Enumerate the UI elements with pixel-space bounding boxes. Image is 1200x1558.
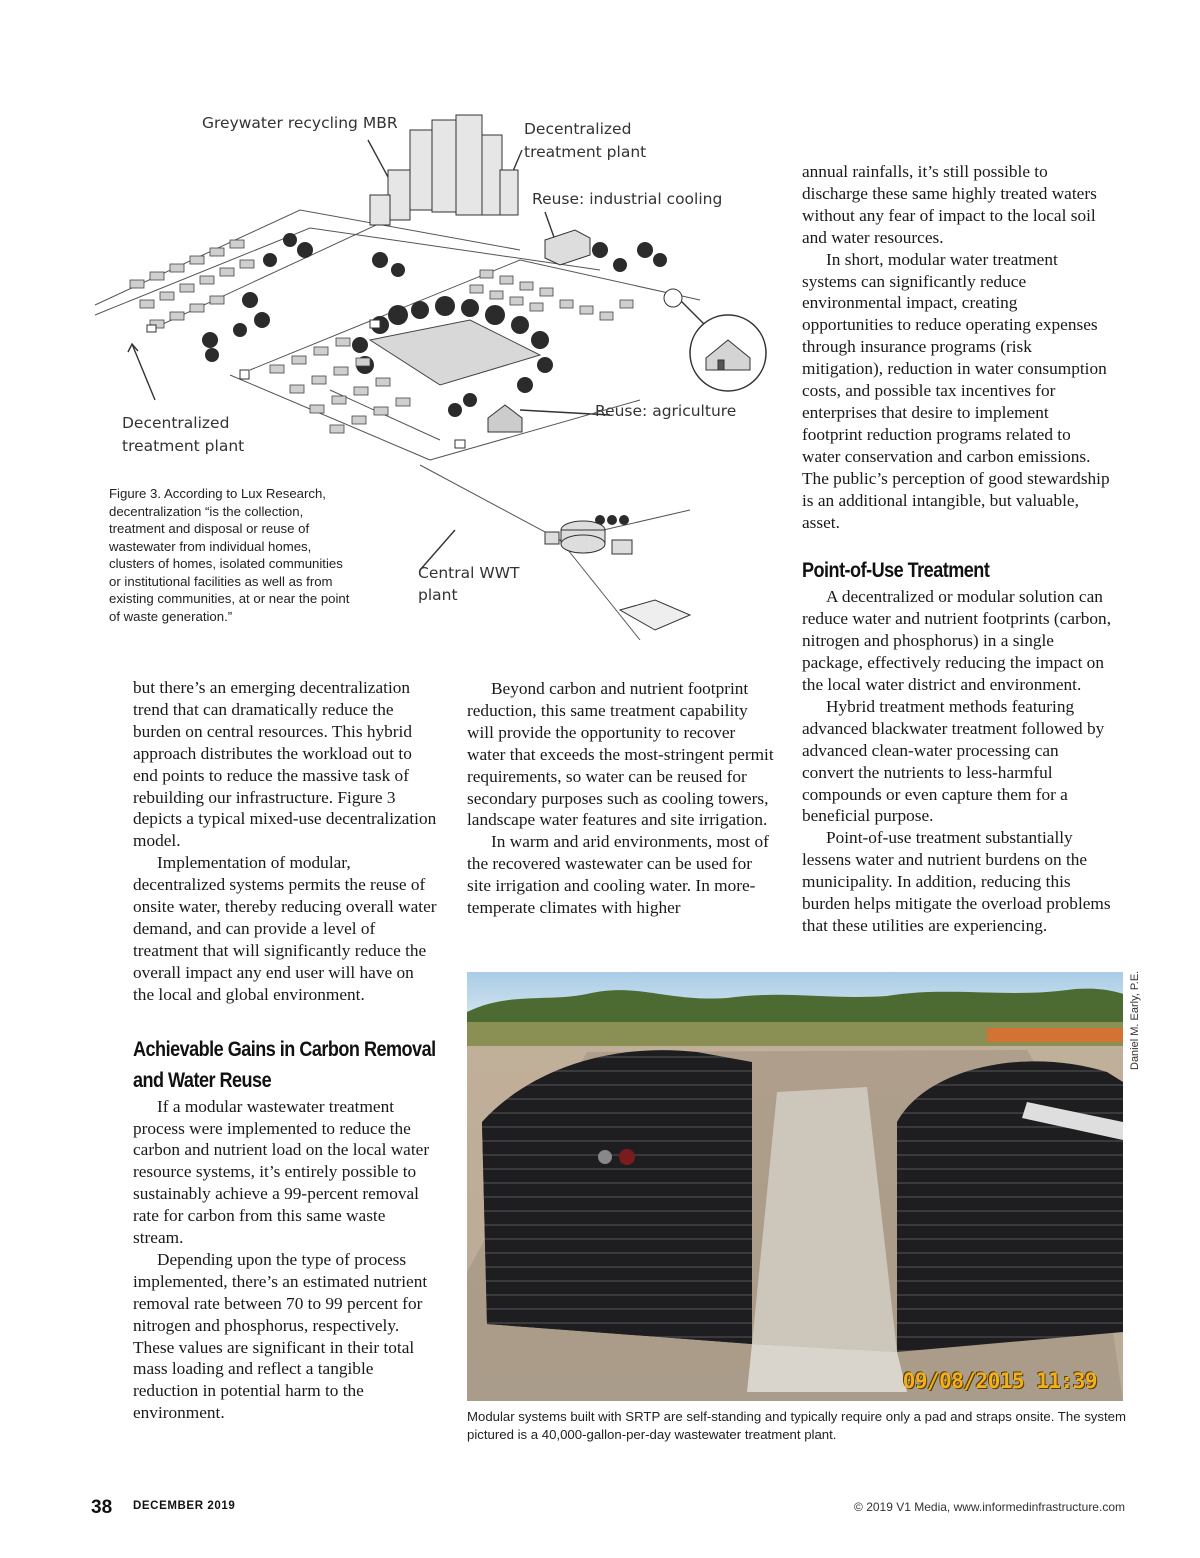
copyright: © 2019 V1 Media, www.informedinfrastructure.com [854,1500,1125,1514]
column-2 [467,678,777,919]
col1-paragraph-3: If a modular wastewater treatment process were implemented to reduce the carbon and nutrient load on the local water resource systems, it’s entirely possible to sustainably achieve a 99-percent removal rate for carbon from this same waste stream. [133,1096,430,1248]
photo-credit: Daniel M. Early, P.E. [1129,970,1141,1070]
issue-date: DECEMBER 2019 [133,1500,236,1512]
label-decentralized-top-2: treatment plant [524,143,647,161]
col3-paragraph-1: annual rainfalls, it’s still possible to discharge these same highly treated waters without any fear of impact to the local soil and water resources. [802,162,1097,247]
label-decentralized-left-2: treatment plant [122,437,245,455]
label-agriculture: Reuse: agriculture [595,402,737,420]
label-greywater: Greywater recycling MBR [202,114,398,132]
photo-timestamp: 09/08/2015 11:39 [902,1369,1097,1393]
column-1 [133,677,439,1424]
srtp-system-photo [467,972,1123,1401]
label-central-wwt-1: Central WWT [418,564,520,582]
central-wwt-plant [545,521,690,630]
heading-point-of-use: Point-of-Use Treatment [802,559,990,583]
heading-achievable-gains-2: and Water Reuse [133,1068,272,1092]
col1-paragraph-4: Depending upon the type of process implemented, there’s an estimated nutrient removal rate between 70 to 99 percent for nitrogen and phosphorus, respectively. These values are significant in their total mass loading and reflect a tangible reduction in potential harm to the environment. [133,1249,428,1423]
heading-achievable-gains-1: Achievable Gains in Carbon Removal [133,1037,436,1061]
house-inset [664,289,766,391]
page-number: 38 [91,1497,113,1518]
photo-caption: Modular systems built with SRTP are self-standing and typically require only a pad and straps onsite. The system pictured is a 40,000-gallon-per-day wastewater treatment plant. [467,1409,1126,1442]
barn [488,405,522,432]
column-3 [802,161,1112,937]
col3-paragraph-2: In short, modular water treatment systems can significantly reduce environmental impact, creating opportunities to reduce operating expenses through insurance programs (risk mitigation), reduction in water consumption costs, and possible tax incentives for enterprises that desire to implement footprint reduction programs related to water conservation and carbon emissions. The public’s perception of good stewardship is an additional intangible, but valuable, asset. [802,249,1110,532]
label-industrial-cooling: Reuse: industrial cooling [532,190,723,208]
col3-paragraph-5: Point-of-use treatment substantially lessens water and nutrient burdens on the municipality. In addition, reducing this burden helps mitigate the overload problems that these utilities are experiencing. [802,828,1111,935]
col3-paragraph-4: Hybrid treatment methods featuring advanced blackwater treatment followed by advanced clean-water processing can convert the nutrients to less-harmful compounds or even capture them for a beneficial purpose. [802,696,1105,826]
col1-paragraph-2: Implementation of modular, decentralized systems permits the reuse of onsite water, thereby reducing overall water demand, and can provide a level of treatment that will significantly reduce the overall impact any end user will have on the local and global environment. [133,853,437,1004]
figure3-caption: Figure 3. According to Lux Research, decentralization “is the collection, treatment and disposal or reuse of wastewater from individual homes, clusters of homes, isolated communities or institutional facilities as well as from existing communities, at or near the point of waste generation.” [109,486,350,624]
col2-paragraph-1: Beyond carbon and nutrient footprint reduction, this same treatment capability will provide the opportunity to recover water that exceeds the most-stringent permit requirements, so water can be reused for secondary purposes such as cooling towers, landscape water features and site irrigation. [467,679,774,830]
label-decentralized-top-1: Decentralized [524,120,632,138]
label-central-wwt-2: plant [418,586,458,604]
col3-paragraph-3: A decentralized or modular solution can reduce water and nutrient footprints (carbon, nitrogen and phosphorus) in a single package, effectively reducing the impact on the local water district and environment. [802,587,1112,695]
industrial-box [545,230,590,265]
col2-paragraph-2: In warm and arid environments, most of the recovered wastewater can be used for site irrigation and cooling water. In more-temperate climates with higher [467,832,769,918]
label-decentralized-left-1: Decentralized [122,414,230,432]
col1-paragraph-1: but there’s an emerging decentralization trend that can dramatically reduce the burden on central resources. This hybrid approach distributes the workload out to end points to reduce the massive task of rebuilding our infrastructure. Figure 3 depicts a typical mixed-use decentralization model. [133,678,437,851]
